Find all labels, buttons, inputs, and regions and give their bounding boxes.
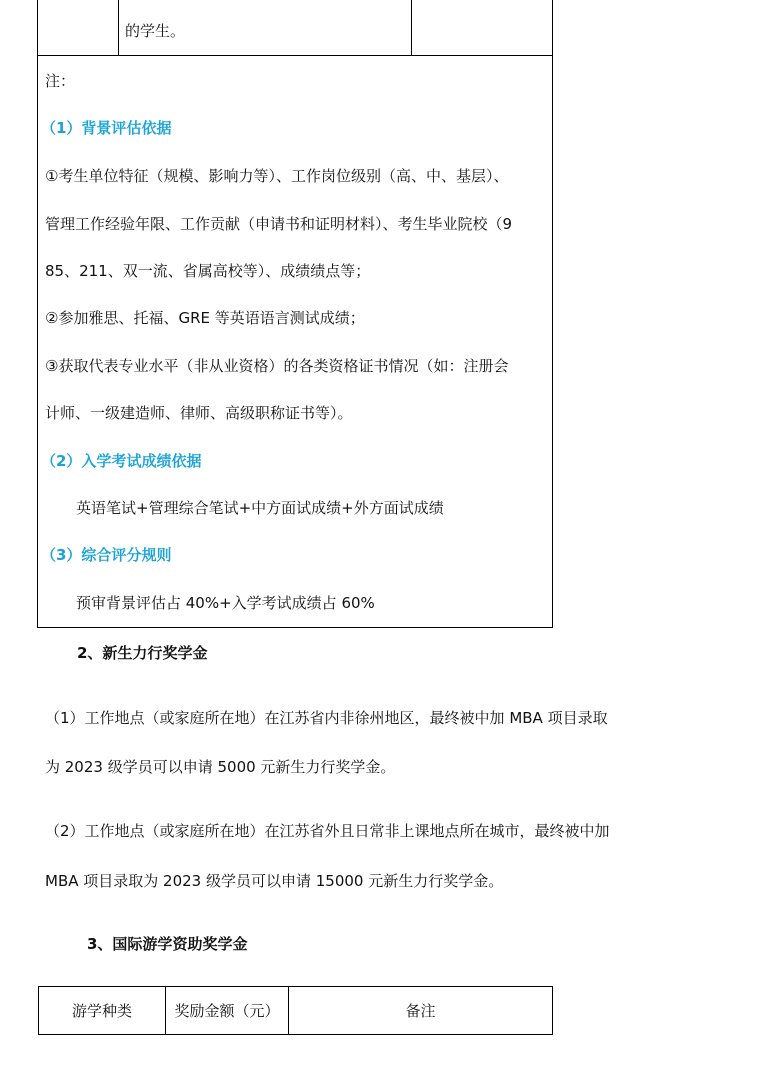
note-line: ①考生单位特征（规模、影响力等）、工作岗位级别（高、中、基层）、: [45, 167, 509, 185]
paragraph-line: （2）工作地点（或家庭所在地）在江苏省外且日常非上课地点所在城市，最终被中加: [45, 822, 610, 840]
box-border: [552, 55, 553, 628]
table-cell-text: 的学生。: [125, 22, 186, 40]
table-border: [118, 0, 119, 56]
note-line: ②参加雅思、托福、GRE 等英语语言测试成绩；: [45, 309, 365, 327]
section-heading: 3、国际游学资助奖学金: [87, 935, 248, 953]
table-border: [37, 0, 38, 56]
section-title-scoring: （3）综合评分规则: [41, 546, 172, 564]
note-line: 计师、一级建造师、律师、高级职称证书等）。: [45, 404, 353, 422]
table-border: [552, 986, 553, 1035]
paragraph-line: （1）工作地点（或家庭所在地）在江苏省内非徐州地区，最终被中加 MBA 项目录取: [45, 709, 608, 727]
table-header-remarks: 备注: [405, 1002, 436, 1020]
table-header-amount: 奖励金额（元）: [174, 1002, 280, 1020]
table-border: [38, 986, 553, 987]
table-header-type: 游学种类: [71, 1002, 132, 1020]
box-border: [37, 627, 553, 628]
note-line: 管理工作经验年限、工作贡献（申请书和证明材料）、考生毕业院校（9: [45, 215, 513, 233]
section-title-background: （1）背景评估依据: [41, 119, 172, 137]
paragraph-line: 为 2023 级学员可以申请 5000 元新生力行奖学金。: [45, 758, 396, 776]
note-line: ③获取代表专业水平（非从业资格）的各类资格证书情况（如：注册会: [45, 357, 509, 375]
notes-heading: 注：: [45, 72, 76, 90]
table-border: [552, 0, 553, 56]
table-border: [411, 0, 412, 56]
section-title-exam: （2）入学考试成绩依据: [41, 452, 202, 470]
box-border: [37, 55, 38, 628]
paragraph-line: MBA 项目录取为 2023 级学员可以申请 15000 元新生力行奖学金。: [45, 872, 504, 890]
note-line: 预审背景评估占 40%+入学考试成绩占 60%: [76, 594, 375, 612]
section-heading: 2、新生力行奖学金: [77, 644, 208, 662]
table-border: [37, 55, 553, 56]
table-border: [38, 1034, 553, 1035]
note-line: 85、211、双一流、省属高校等）、成绩绩点等；: [45, 262, 371, 280]
note-line: 英语笔试+管理综合笔试+中方面试成绩+外方面试成绩: [76, 499, 444, 517]
